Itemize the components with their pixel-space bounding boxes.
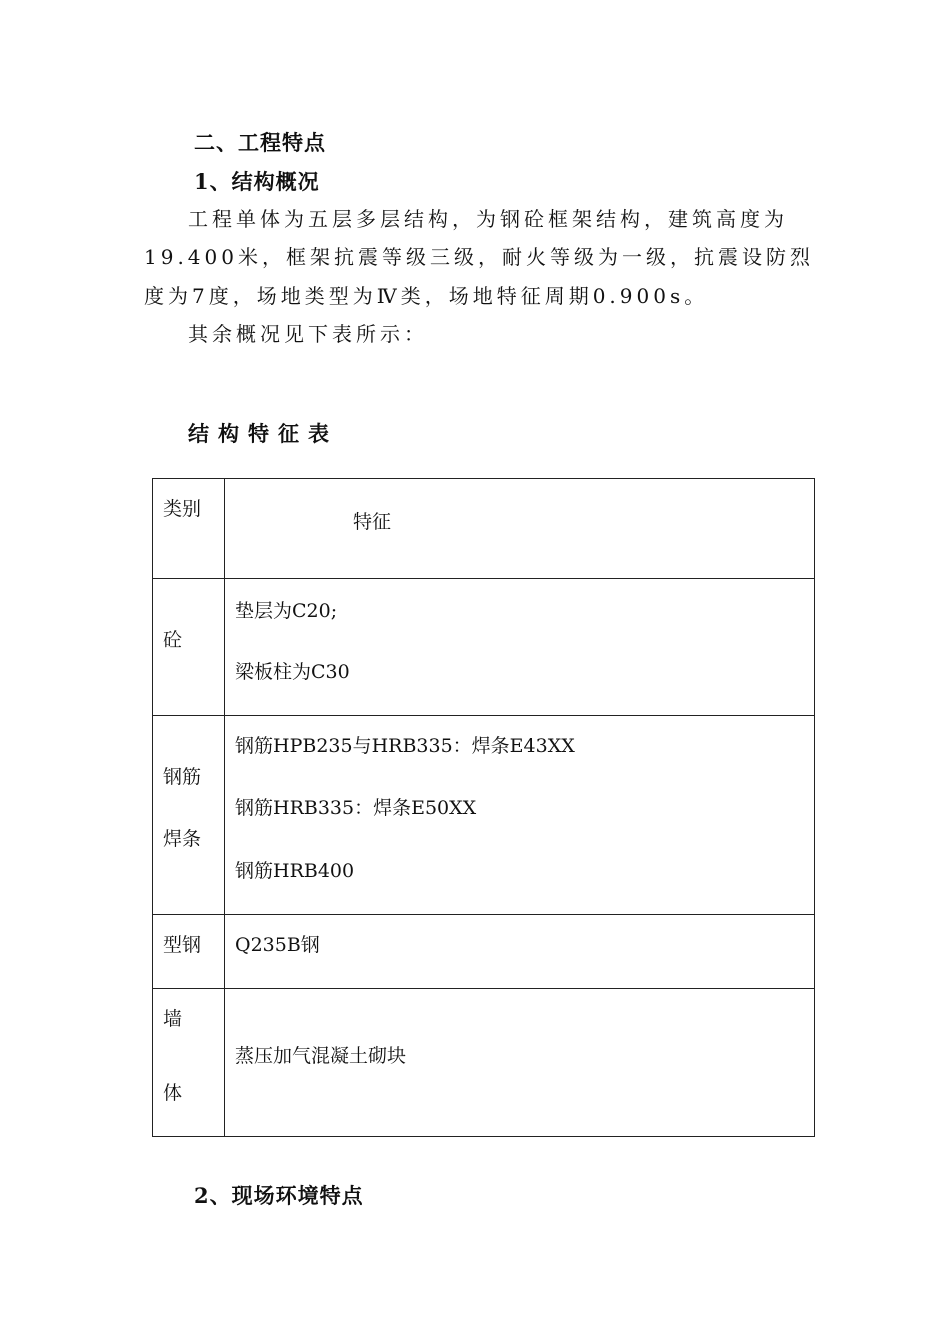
category-text: 砼 (163, 629, 183, 651)
table-row (153, 989, 815, 1137)
feature-line: 钢筋HRB335：焊条E50XX (235, 797, 477, 819)
table-row (153, 915, 815, 989)
category-cell (153, 716, 225, 915)
header-category: 类别 (163, 498, 202, 520)
category-text: 焊条 (163, 828, 202, 850)
feature-line: 蒸压加气混凝土砌块 (235, 1045, 407, 1067)
paragraph-line: 度为7度，场地类型为Ⅳ类，场地特征周期0.900s。 (144, 284, 709, 308)
category-text: 墙 (163, 1008, 183, 1030)
category-cell (153, 915, 225, 989)
feature-line: 钢筋HRB400 (235, 860, 355, 882)
table-row (153, 579, 815, 716)
feature-line: Q235B钢 (235, 934, 320, 956)
table-header-cell (153, 479, 225, 579)
category-text: 钢筋 (163, 766, 202, 788)
feature-cell (225, 915, 815, 989)
structure-feature-table (152, 478, 815, 1137)
table-row (153, 716, 815, 915)
table-header-cell (225, 479, 815, 579)
subsection-heading-structure: 1、结构概况 (194, 169, 320, 194)
category-text: 体 (163, 1082, 183, 1104)
header-feature: 特征 (353, 511, 392, 533)
feature-line: 垫层为C20; (235, 600, 338, 622)
paragraph-line: 工程单体为五层多层结构，为钢砼框架结构，建筑高度为 (188, 207, 788, 231)
feature-line: 梁板柱为C30 (235, 661, 350, 683)
category-cell (153, 989, 225, 1137)
feature-line: 钢筋HPB235与HRB335：焊条E43XX (235, 735, 575, 757)
feature-cell (225, 579, 815, 716)
subsection-heading-site: 2、现场环境特点 (194, 1183, 364, 1208)
feature-cell (225, 716, 815, 915)
table-title: 结构特征表 (188, 421, 338, 446)
category-text: 型钢 (163, 934, 202, 956)
paragraph-line: 19.400米，框架抗震等级三级，耐火等级为一级，抗震设防烈 (144, 245, 814, 269)
section-heading: 二、工程特点 (194, 130, 326, 155)
category-cell (153, 579, 225, 716)
table-header-row (153, 479, 815, 579)
feature-cell (225, 989, 815, 1137)
paragraph-line: 其余概况见下表所示： (188, 322, 428, 346)
